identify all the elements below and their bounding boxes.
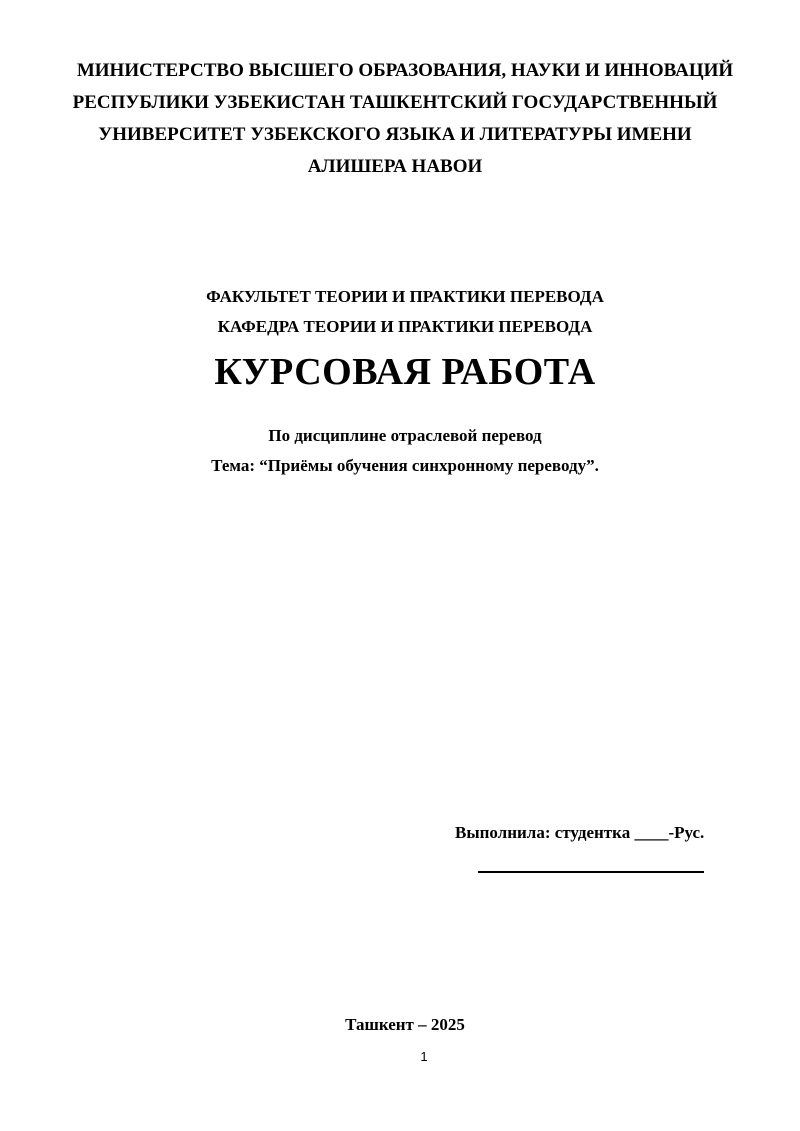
discipline-subject: По дисциплине отраслевой перевод (268, 426, 542, 445)
performer-info: Выполнила: студентка ____-Рус. (455, 823, 705, 842)
discipline-topic: Тема: “Приёмы обучения синхронному переводу”. (211, 456, 599, 475)
discipline-block (0, 421, 800, 481)
ministry-header (0, 55, 800, 183)
ministry-line-3: УНИВЕРСИТЕТ УЗБЕКСКОГО ЯЗЫКА И ЛИТЕРАТУРЫ ИМЕНИ (98, 124, 692, 145)
ministry-line-1: МИНИСТЕРСТВО ВЫСШЕГО ОБРАЗОВАНИЯ, НАУКИ И ИННОВАЦИЙ (76, 60, 734, 81)
department-name: КАФЕДРА ТЕОРИИ И ПРАКТИКИ ПЕРЕВОДА (217, 317, 593, 336)
ministry-line-4: АЛИШЕРА НАВОИ (307, 156, 483, 177)
faculty-block (0, 282, 800, 342)
faculty-name: ФАКУЛЬТЕТ ТЕОРИИ И ПРАКТИКИ ПЕРЕВОДА (206, 287, 604, 306)
signature-line (478, 871, 704, 873)
document-title: КУРСОВАЯ РАБОТА (214, 351, 596, 393)
city-year: Ташкент – 2025 (345, 1015, 465, 1034)
page-number: 1 (420, 1049, 428, 1064)
ministry-line-2: РЕСПУБЛИКИ УЗБЕКИСТАН ТАШКЕНТСКИЙ ГОСУДАРСТВЕННЫЙ (72, 92, 718, 113)
